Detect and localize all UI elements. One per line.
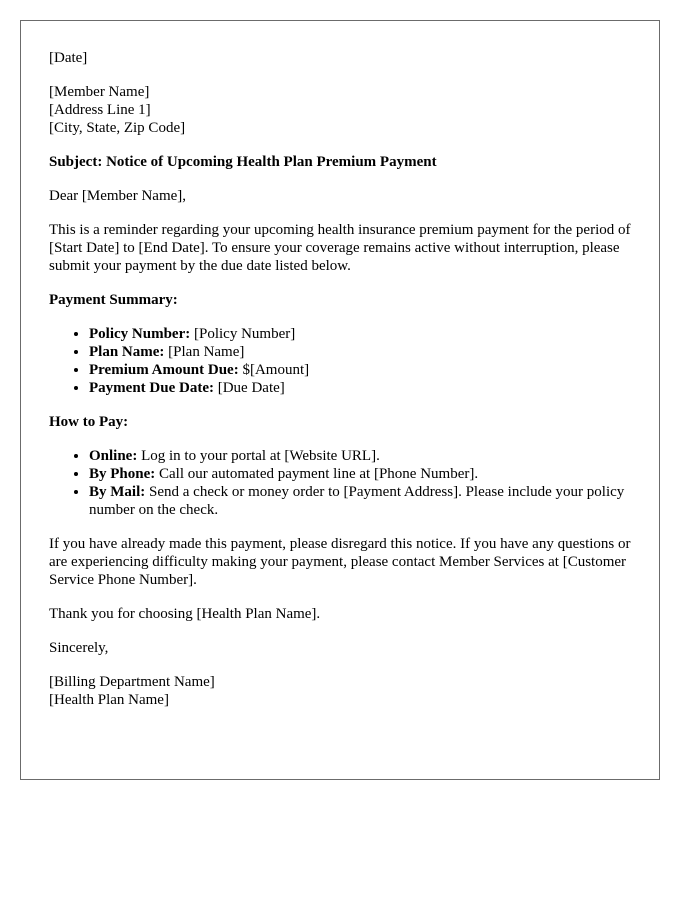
letter-subject: Subject: Notice of Upcoming Health Plan Premium Payment — [49, 154, 437, 170]
plan-name-value: [Plan Name] — [168, 344, 245, 360]
signature-department: [Billing Department Name] — [49, 674, 215, 690]
list-item — [89, 325, 631, 343]
how-to-pay-list — [49, 447, 631, 519]
phone-value: Call our automated payment line at [Phone Number]. — [159, 466, 479, 482]
payment-summary-list — [49, 325, 631, 397]
salutation: Dear [Member Name], — [49, 188, 187, 204]
recipient-city-state-zip: [City, State, Zip Code] — [49, 120, 186, 136]
signature-block — [49, 673, 631, 709]
policy-number-value: [Policy Number] — [193, 326, 296, 342]
phone-label: By Phone: — [89, 466, 156, 482]
due-date-value: [Due Date] — [217, 380, 285, 396]
mail-value: Send a check or money order to [Payment Address]. Please include your policy number on the check. — [89, 484, 625, 518]
policy-number-label: Policy Number: — [89, 326, 191, 342]
premium-amount-value: $[Amount] — [242, 362, 310, 378]
signoff: Sincerely, — [49, 640, 109, 656]
intro-paragraph: This is a reminder regarding your upcoming health insurance premium payment for the period of [Start Date] to [End Date]. To ensure your coverage remains active without interruption, please submit your payment by the due date listed below. — [49, 222, 631, 274]
online-value: Log in to your portal at [Website URL]. — [141, 448, 380, 464]
letter-page — [20, 20, 660, 780]
date-text: [Date] — [49, 50, 88, 66]
list-item — [89, 483, 631, 519]
recipient-name: [Member Name] — [49, 84, 150, 100]
due-date-label: Payment Due Date: — [89, 380, 214, 396]
list-item — [89, 361, 631, 379]
payment-summary-heading: Payment Summary: — [49, 292, 178, 308]
recipient-address-line1: [Address Line 1] — [49, 102, 151, 118]
plan-name-label: Plan Name: — [89, 344, 165, 360]
closing-paragraph: If you have already made this payment, please disregard this notice. If you have any questions or are experiencing difficulty making your payment, please contact Member Services at [Customer Service Phone Number]. — [49, 536, 631, 588]
list-item — [89, 465, 631, 483]
online-label: Online: — [89, 448, 138, 464]
mail-label: By Mail: — [89, 484, 146, 500]
letter-date — [49, 49, 631, 67]
list-item — [89, 343, 631, 361]
signature-plan: [Health Plan Name] — [49, 692, 169, 708]
list-item — [89, 379, 631, 397]
recipient-address — [49, 83, 631, 137]
list-item — [89, 447, 631, 465]
how-to-pay-heading: How to Pay: — [49, 414, 129, 430]
thank-you-line: Thank you for choosing [Health Plan Name]. — [49, 606, 321, 622]
premium-amount-label: Premium Amount Due: — [89, 362, 239, 378]
